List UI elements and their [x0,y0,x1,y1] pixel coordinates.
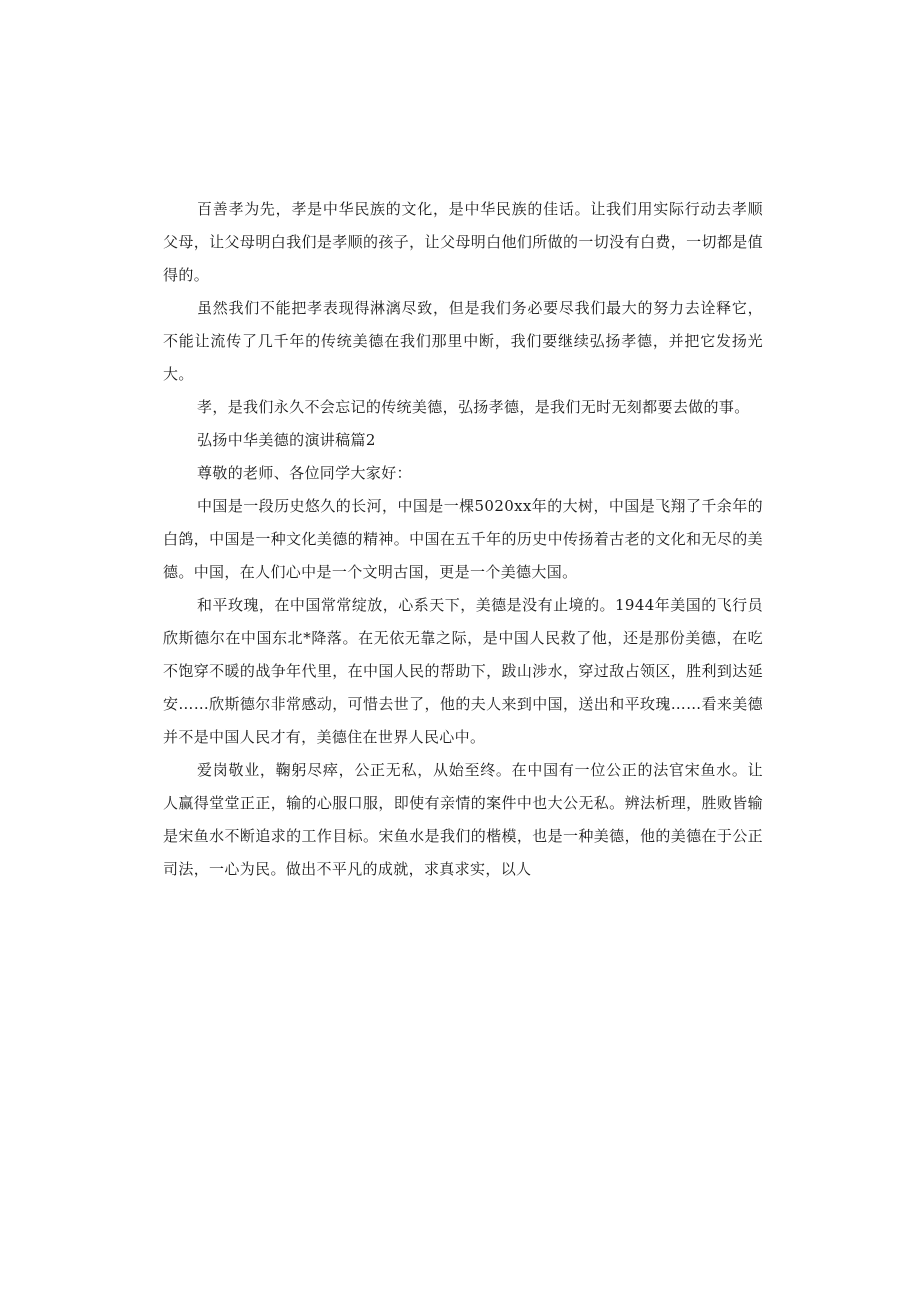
paragraph-song-yushui: 爱岗敬业，鞠躬尽瘁，公正无私，从始至终。在中国有一位公正的法官宋鱼水。让人赢得堂堂正正，输的心服口服，即使有亲情的案件中也大公无私。辨法析理，胜败皆输是宋鱼水不断追求的工作目标。宋鱼水是我们的楷模，也是一种美德，他的美德在于公正司法，一心为民。做出不平凡的成就，求真求实，以人 [163,761,763,878]
paragraph-filial-piety-effort: 虽然我们不能把孝表现得淋漓尽致，但是我们务必要尽我们最大的努力去诠释它，不能让流传了几千年的传统美德在我们那里中断，我们要继续弘扬孝德，并把它发扬光大。 [163,299,763,383]
document-body [163,193,763,886]
greeting: 尊敬的老师、各位同学大家好： [197,464,412,482]
paragraph-china-history: 中国是一段历史悠久的长河，中国是一棵5020xx年的大树，中国是飞翔了千余年的白鸽，中国是一种文化美德的精神。中国在五千年的历史中传扬着古老的文化和无尽的美德。中国，在人们心中是一个文明古国，更是一个美德大国。 [163,497,763,581]
paragraph-filial-piety-conclusion: 孝，是我们永久不会忘记的传统美德，弘扬孝德，是我们无时无刻都要去做的事。 [197,398,750,416]
section-heading: 弘扬中华美德的演讲稿篇2 [197,431,376,449]
paragraph-peace-rose: 和平玫瑰，在中国常常绽放，心系天下，美德是没有止境的。1944年美国的飞行员欣斯德尔在中国东北*降落。在无依无靠之际，是中国人民救了他，还是那份美德，在吃不饱穿不暖的战争年代里，在中国人民的帮助下，跋山涉水，穿过敌占领区，胜利到达延安……欣斯德尔非常感动，可惜去世了，他的夫人来到中国，送出和平玫瑰……看来美德并不是中国人民才有，美德住在世界人民心中。 [163,596,763,746]
paragraph-filial-piety-intro: 百善孝为先，孝是中华民族的文化，是中华民族的佳话。让我们用实际行动去孝顺父母，让父母明白我们是孝顺的孩子，让父母明白他们所做的一切没有白费，一切都是值得的。 [163,200,763,284]
